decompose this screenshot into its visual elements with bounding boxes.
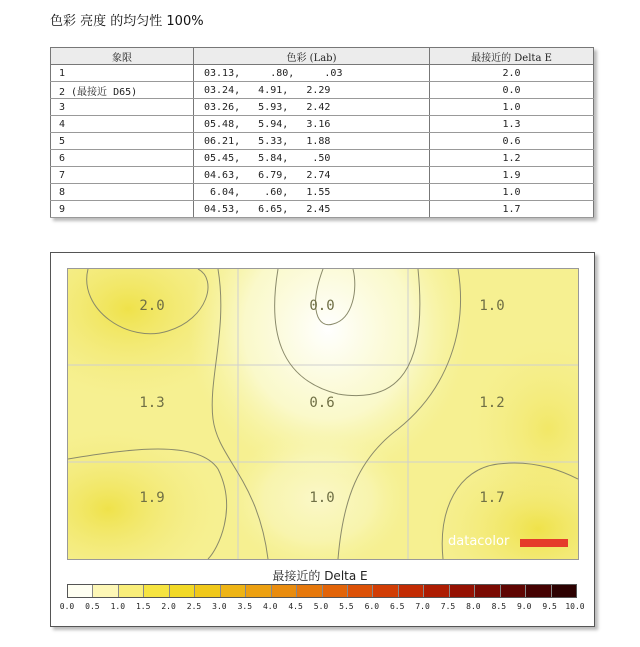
lab-value-cell: 03.26, 5.93, 2.42 bbox=[194, 99, 430, 116]
scale-swatch bbox=[526, 585, 551, 597]
header-delta-e: 最接近的 Delta E bbox=[430, 48, 594, 65]
scale-tick-label: 0.0 bbox=[59, 602, 75, 611]
delta-e-cell: 1.0 bbox=[430, 184, 594, 201]
scale-tick-label: 6.0 bbox=[364, 602, 380, 611]
scale-tick-label: 9.0 bbox=[516, 602, 532, 611]
quadrant-cell: 2 (最接近 D65) bbox=[51, 82, 194, 99]
lab-value-cell: 05.45, 5.84, .50 bbox=[194, 150, 430, 167]
scale-swatch bbox=[373, 585, 398, 597]
table-row bbox=[51, 116, 594, 133]
quadrant-cell: 9 bbox=[51, 201, 194, 218]
scale-tick-label: 9.5 bbox=[542, 602, 557, 611]
scale-swatch bbox=[348, 585, 373, 597]
delta-e-cell: 0.6 bbox=[430, 133, 594, 150]
scale-tick-label: 3.0 bbox=[212, 602, 227, 611]
datacolor-logo: datacolor bbox=[448, 534, 510, 549]
scale-tick-label: 1.0 bbox=[110, 602, 126, 611]
scale-tick-label: 2.0 bbox=[161, 602, 176, 611]
lab-value-cell: 04.63, 6.79, 2.74 bbox=[194, 167, 430, 184]
header-color-lab: 色彩 (Lab) bbox=[194, 48, 430, 65]
scale-tick-label: 0.5 bbox=[85, 602, 100, 611]
scale-tick-labels bbox=[57, 602, 587, 614]
delta-e-cell: 1.7 bbox=[430, 201, 594, 218]
scale-swatch bbox=[119, 585, 144, 597]
scale-tick-label: 4.0 bbox=[262, 602, 278, 611]
scale-swatch bbox=[424, 585, 449, 597]
delta-e-cell: 1.3 bbox=[430, 116, 594, 133]
scale-tick-label: 8.5 bbox=[491, 602, 507, 611]
cell-value-5: 0.6 bbox=[309, 395, 335, 411]
cell-value-1: 2.0 bbox=[139, 298, 165, 314]
scale-tick-label: 2.5 bbox=[186, 602, 202, 611]
table-row bbox=[51, 65, 594, 82]
scale-swatch bbox=[221, 585, 246, 597]
scale-swatch bbox=[170, 585, 195, 597]
scale-tick-label: 5.5 bbox=[339, 602, 354, 611]
quadrant-cell: 5 bbox=[51, 133, 194, 150]
cell-value-2: 0.0 bbox=[309, 298, 335, 314]
quadrant-cell: 4 bbox=[51, 116, 194, 133]
scale-tick-label: 10.0 bbox=[565, 602, 585, 611]
quadrant-cell: 7 bbox=[51, 167, 194, 184]
table-row bbox=[51, 184, 594, 201]
lab-value-cell: 06.21, 5.33, 1.88 bbox=[194, 133, 430, 150]
lab-value-cell: 03.24, 4.91, 2.29 bbox=[194, 82, 430, 99]
cell-value-7: 1.9 bbox=[139, 490, 165, 506]
delta-e-color-scale bbox=[67, 584, 577, 598]
datacolor-logo-bar bbox=[520, 539, 568, 547]
header-quadrant: 象限 bbox=[51, 48, 194, 65]
scale-swatch bbox=[399, 585, 424, 597]
lab-value-cell: 03.13, .80, .03 bbox=[194, 65, 430, 82]
scale-swatch bbox=[323, 585, 348, 597]
lab-value-cell: 6.04, .60, 1.55 bbox=[194, 184, 430, 201]
cell-value-4: 1.3 bbox=[139, 395, 165, 411]
scale-tick-label: 6.5 bbox=[389, 602, 405, 611]
page-title: 色彩 亮度 的均匀性 100% bbox=[50, 14, 204, 29]
table-row bbox=[51, 133, 594, 150]
table-row bbox=[51, 150, 594, 167]
scale-tick-label: 8.0 bbox=[466, 602, 481, 611]
quadrant-cell: 1 bbox=[51, 65, 194, 82]
delta-e-cell: 1.9 bbox=[430, 167, 594, 184]
scale-title: 最接近的 Delta E bbox=[272, 569, 368, 583]
quadrant-cell: 8 bbox=[51, 184, 194, 201]
table-row bbox=[51, 82, 594, 99]
scale-swatch bbox=[501, 585, 526, 597]
scale-swatch bbox=[475, 585, 500, 597]
scale-swatch bbox=[450, 585, 475, 597]
delta-e-cell: 0.0 bbox=[430, 82, 594, 99]
table-header-row bbox=[51, 48, 594, 65]
table-row bbox=[51, 167, 594, 184]
scale-tick-label: 4.5 bbox=[288, 602, 303, 611]
scale-swatch bbox=[68, 585, 93, 597]
table-row bbox=[51, 99, 594, 116]
quadrant-cell: 3 bbox=[51, 99, 194, 116]
cell-value-3: 1.0 bbox=[479, 298, 505, 314]
cell-value-9: 1.7 bbox=[479, 490, 505, 506]
scale-swatch bbox=[297, 585, 322, 597]
cell-value-8: 1.0 bbox=[309, 490, 335, 506]
scale-swatch bbox=[93, 585, 118, 597]
delta-e-cell: 1.0 bbox=[430, 99, 594, 116]
scale-swatch bbox=[552, 585, 576, 597]
scale-swatch bbox=[144, 585, 169, 597]
delta-e-cell: 2.0 bbox=[430, 65, 594, 82]
scale-tick-label: 7.5 bbox=[440, 602, 456, 611]
quadrant-cell: 6 bbox=[51, 150, 194, 167]
scale-tick-label: 5.0 bbox=[313, 602, 329, 611]
cell-value-6: 1.2 bbox=[479, 395, 505, 411]
delta-e-cell: 1.2 bbox=[430, 150, 594, 167]
scale-swatch bbox=[272, 585, 297, 597]
scale-tick-label: 7.0 bbox=[415, 602, 430, 611]
table-row bbox=[51, 201, 594, 218]
scale-tick-label: 1.5 bbox=[135, 602, 151, 611]
lab-value-cell: 04.53, 6.65, 2.45 bbox=[194, 201, 430, 218]
scale-tick-label: 3.5 bbox=[237, 602, 253, 611]
lab-value-cell: 05.48, 5.94, 3.16 bbox=[194, 116, 430, 133]
scale-swatch bbox=[246, 585, 271, 597]
quadrant-table bbox=[50, 47, 594, 218]
scale-swatch bbox=[195, 585, 220, 597]
